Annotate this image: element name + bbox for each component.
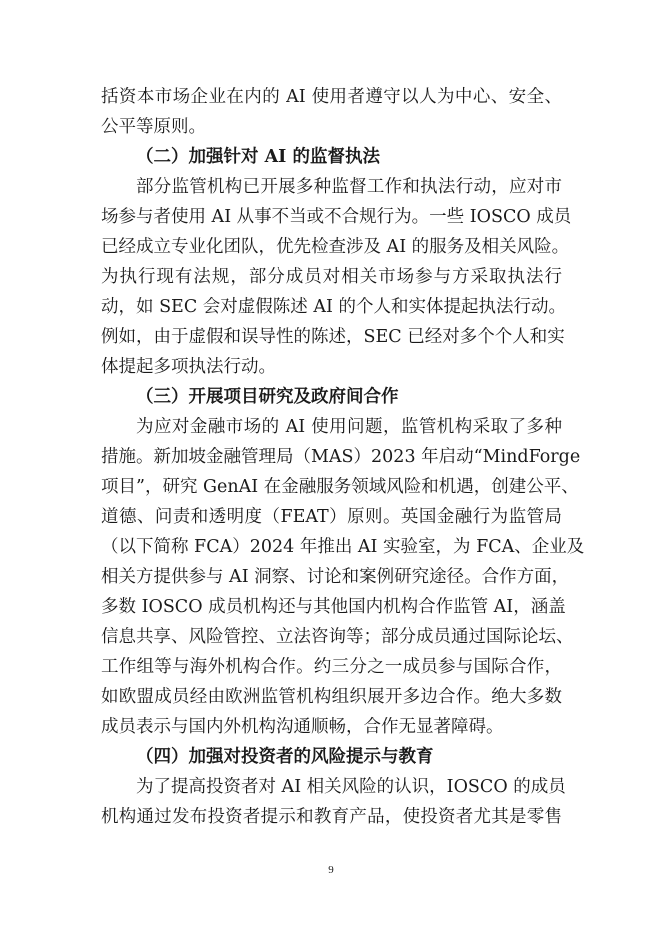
page-number: 9 [328, 864, 334, 876]
body-line: 工作组等与海外机构合作。约三分之一成员参与国际合作， [101, 657, 562, 677]
body-line: 场参与者使用 AI 从事不当或不合规行为。一些 IOSCO 成员 [101, 207, 572, 227]
body-line: 括资本市场企业在内的 AI 使用者遵守以人为中心、安全、 [101, 87, 562, 107]
document-body [101, 82, 585, 832]
body-line: 公平等原则。 [101, 117, 206, 137]
body-line: 为执行现有法规，部分成员对相关市场参与方采取执法行 [101, 267, 562, 287]
section-heading-3: （三）开展项目研究及政府间合作 [136, 387, 399, 407]
section-heading-2: （二）加强针对 AI 的监督执法 [136, 147, 380, 167]
body-line: 已经成立专业化团队，优先检查涉及 AI 的服务及相关风险。 [101, 237, 570, 257]
body-line: 如欧盟成员经由欧洲监管机构组织展开多边合作。绝大多数 [101, 687, 562, 707]
body-line: 相关方提供参与 AI 洞察、讨论和案例研究途径。合作方面， [101, 567, 570, 587]
body-line: 信息共享、风险管控、立法咨询等；部分成员通过国际论坛、 [101, 627, 574, 647]
body-line: 动，如 SEC 会对虚假陈述 AI 的个人和实体提起执法行动。 [101, 297, 566, 317]
body-line: 项目”，研究 GenAI 在金融服务领域风险和机遇，创建公平、 [101, 477, 579, 497]
section-heading-4: （四）加强对投资者的风险提示与教育 [136, 747, 434, 767]
body-line: 机构通过发布投资者提示和教育产品，使投资者尤其是零售 [101, 807, 562, 827]
body-line: 成员表示与国内外机构沟通顺畅，合作无显著障碍。 [101, 717, 504, 737]
body-line: 例如，由于虚假和误导性的陈述，SEC 已经对多个个人和实 [101, 327, 565, 347]
body-line: 道德、问责和透明度（FEAT）原则。英国金融行为监管局 [101, 507, 562, 527]
body-line: （以下简称 FCA）2024 年推出 AI 实验室，为 FCA、企业及 [101, 537, 585, 557]
body-line: 部分监管机构已开展多种监督工作和执法行动，应对市 [136, 177, 562, 197]
body-line: 措施。新加坡金融管理局（MAS）2023 年启动“MindForge [101, 447, 581, 467]
body-line: 为应对金融市场的 AI 使用问题，监管机构采取了多种 [136, 417, 562, 437]
body-line: 为了提高投资者对 AI 相关风险的认识，IOSCO 的成员 [136, 777, 566, 797]
body-line: 体提起多项执法行动。 [101, 357, 276, 377]
body-line: 多数 IOSCO 成员机构还与其他国内机构合作监管 AI，涵盖 [101, 597, 566, 617]
